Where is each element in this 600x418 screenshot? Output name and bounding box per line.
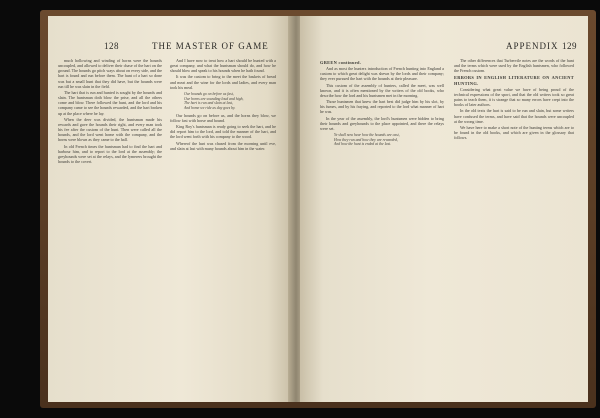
paragraph: When the deer was divided, the huntsman made his rewards and gave the hounds their right, and every man took his fee after the custom of the hunt. Then were called all the hounds, and the lord went home with the company, and the horns were blown as they came to the hall. (58, 116, 162, 143)
running-head: THE MASTER OF GAME (152, 41, 269, 51)
paragraph: much hollowing and winding of horns were the hounds uncoupled, and allowed to deliver their chase of the hart on the ground. The hounds go pitch ways about on every side, and the hart is found and run before them. The hunt of a hart so done was but a small hunt that they did have, but the hounds were run till he was slain in the field. (58, 58, 162, 89)
verse-quote: Ye shall now hear how the hounds are cast, How they run and how they are rewarded, And how the hunt is ended at the last. (334, 133, 400, 147)
right-page (300, 16, 588, 402)
paragraph: In the year of the assembly, the lord's huntsmen were bidden to bring their hounds and greyhounds to the place appointed, and there the relays were set. (320, 115, 444, 131)
paragraph: We have here to make a short note of the hunting terms which are to be found in the old books, and which are given in the glossary that follows. (454, 124, 574, 141)
paragraph: And I have now to treat how a hart should be hunted with a great company, and what the huntsman should do, and how he should blow and speak to his hounds when he hath found. (170, 58, 276, 74)
verse-quote: Our hounds go on before us fast, Our horns are sounding loud and high, The hart is run and slain at last, And home we ride as day goes by. (184, 91, 244, 111)
paragraph: The hart that is run and hunted is sought by the hounds and slain. The huntsman doth blow the prise, and all the others come and blow. There followed the hunt, and the lord and his company came to see the hounds rewarded, and the hart broken up at the place where he lay. (58, 89, 163, 116)
paragraph: King Roy's huntsman is ready going to seek the hart, and he did report him to the lord, and told the manner of the hart, and the lord went forth with his company to the wood. (170, 124, 276, 140)
paragraph: In old French times the huntsman had to find the hart and harbour him, and to report to the lord at the assembly; the greyhounds were set at the relays, and the lymerers brought the hounds to the covert. (58, 143, 162, 164)
paragraph: Considering what great value we have of being proud of the technical expressions of the sport, and that the old writers took so great pains to teach them, it is strange that so many errors have crept into the books of later authors. (454, 86, 574, 108)
paragraph: In the old texts the hart is said to be run and slain, but some writers have confused the terms, and have said that the hounds were uncoupled at the wrong time. (454, 108, 574, 124)
text-column-1 (320, 58, 444, 149)
section-heading: ERRORS IN ENGLISH LITERATURE ON ANCIENT HUNTING. (454, 75, 574, 86)
paragraph: Those huntsmen that knew the hart best did judge him by his slot, by his fumes, and by his fraying, and reported to the lord what manner of hart he was. (320, 99, 444, 115)
text-column-2 (170, 58, 276, 152)
running-head: APPENDIX (506, 41, 559, 51)
paragraph: Whereof the hart was chased from the morning until eve, and slain at last with many hounds about him in the water. (170, 140, 276, 151)
left-page (48, 16, 292, 402)
paragraph: It was the custom to bring to the meet the baskets of bread and meat and the wine for the lords and ladies, and every man took his meal. (170, 74, 276, 90)
section-heading: GREEN continued. (320, 60, 362, 65)
paragraph: The other differences that Turbervile notes are the words of the hunt and the terms which were used by the English huntsmen, who followed the French custom. (454, 58, 574, 74)
paragraph: And as most the hunters introduction of French hunting into England a custom to which great delight was shewn by the lords and their company; they ever pursued the hart with the hounds at their pleasure. (320, 66, 444, 82)
paragraph: This custom of the assembly of hunters, called the meet, was well known, and it is often mentioned by the writers of the old books, who describe how the lord and his huntsmen met in the morning. (320, 82, 444, 98)
page-number: 128 (104, 41, 119, 51)
page-number: 129 (562, 41, 577, 51)
paragraph: Our hounds go on before us, and the horns they blow, we follow fast with horse and hound. (170, 112, 276, 123)
text-column-1 (58, 58, 162, 165)
text-column-2 (454, 58, 574, 141)
